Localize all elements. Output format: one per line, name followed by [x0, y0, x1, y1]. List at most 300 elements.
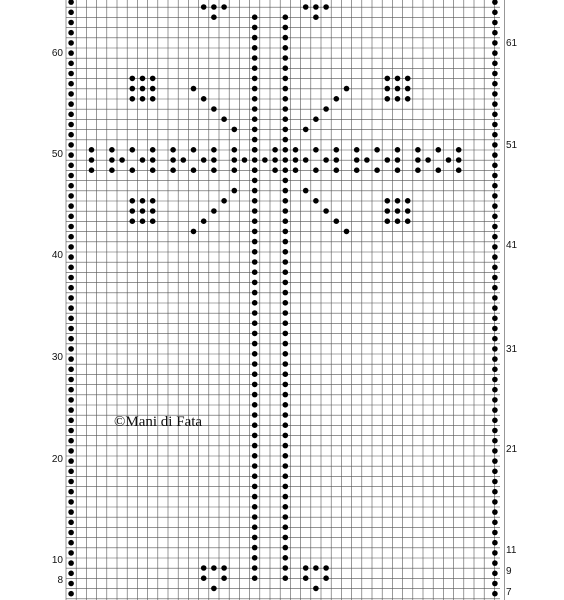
border-stitch [68, 448, 74, 454]
border-stitch [492, 132, 498, 138]
border-stitch [492, 550, 498, 556]
stitch [293, 157, 299, 163]
border-stitch [492, 509, 498, 515]
stitch [395, 76, 401, 82]
stitch [170, 167, 176, 173]
stitch [283, 208, 289, 214]
border-stitch [68, 40, 74, 46]
stitch [232, 167, 238, 173]
stitch [415, 147, 421, 153]
border-stitch [68, 469, 74, 475]
stitch [109, 147, 115, 153]
stitch [211, 167, 217, 173]
border-stitch [492, 234, 498, 240]
stitch [252, 453, 258, 459]
stitch [201, 565, 207, 571]
stitch [354, 167, 360, 173]
stitch [221, 116, 227, 122]
border-stitch [492, 489, 498, 495]
border-stitch [492, 560, 498, 566]
border-stitch [68, 71, 74, 77]
stitch [425, 157, 431, 163]
stitch [334, 157, 340, 163]
border-stitch [68, 30, 74, 36]
border-stitch [492, 152, 498, 158]
border-stitch [68, 142, 74, 148]
right-row-label: 21 [506, 444, 518, 455]
border-stitch [492, 193, 498, 199]
stitch [252, 55, 258, 61]
left-row-label: 10 [51, 555, 63, 566]
stitch [283, 116, 289, 122]
border-stitch [68, 571, 74, 577]
border-stitch [68, 346, 74, 352]
stitch [252, 198, 258, 204]
stitch [283, 453, 289, 459]
border-stitch [492, 499, 498, 505]
stitch [170, 147, 176, 153]
border-stitch [68, 112, 74, 118]
right-row-label: 41 [506, 240, 518, 251]
stitch [170, 157, 176, 163]
border-stitch [492, 71, 498, 77]
stitch [456, 167, 462, 173]
border-stitch [492, 81, 498, 87]
stitch [283, 341, 289, 347]
border-stitch [492, 458, 498, 464]
right-row-label: 61 [506, 38, 518, 49]
stitch [323, 106, 329, 112]
border-stitch [68, 81, 74, 87]
stitch [344, 86, 350, 92]
stitch [283, 188, 289, 194]
stitch [252, 157, 258, 163]
stitch [395, 86, 401, 92]
border-stitch [68, 428, 74, 434]
stitch [313, 565, 319, 571]
stitch [232, 147, 238, 153]
stitch [283, 524, 289, 530]
stitch [283, 494, 289, 500]
border-stitch [68, 152, 74, 158]
stitch [140, 96, 146, 102]
stitch [303, 565, 309, 571]
border-stitch [68, 367, 74, 373]
stitch [140, 218, 146, 224]
stitch [232, 127, 238, 133]
stitch [252, 463, 258, 469]
stitch [395, 198, 401, 204]
stitch [150, 167, 156, 173]
stitch [252, 86, 258, 92]
stitch [119, 157, 125, 163]
stitch [211, 106, 217, 112]
stitch [89, 167, 95, 173]
stitch [323, 208, 329, 214]
stitch [385, 96, 391, 102]
stitch [283, 239, 289, 245]
stitch [395, 147, 401, 153]
stitch [313, 116, 319, 122]
stitch [272, 147, 278, 153]
border-stitch [68, 356, 74, 362]
stitch [405, 96, 411, 102]
border-stitch [68, 387, 74, 393]
stitch [211, 157, 217, 163]
stitch [283, 310, 289, 316]
border-stitch [492, 61, 498, 67]
border-stitch [68, 581, 74, 587]
stitch [252, 76, 258, 82]
stitch [150, 218, 156, 224]
stitch [283, 392, 289, 398]
border-stitch [492, 275, 498, 281]
stitch [252, 96, 258, 102]
border-stitch [68, 377, 74, 383]
stitch [252, 565, 258, 571]
border-stitch [68, 499, 74, 505]
stitch [283, 433, 289, 439]
stitch [283, 137, 289, 143]
stitch [283, 514, 289, 520]
border-stitch [68, 275, 74, 281]
stitch [252, 249, 258, 255]
border-stitch [68, 560, 74, 566]
stitch [456, 157, 462, 163]
stitch [252, 188, 258, 194]
stitch [272, 167, 278, 173]
stitch [283, 382, 289, 388]
stitch [283, 320, 289, 326]
stitch [252, 178, 258, 184]
stitch [211, 586, 217, 592]
border-stitch [68, 509, 74, 515]
stitch [283, 331, 289, 337]
stitch [201, 218, 207, 224]
stitch [385, 218, 391, 224]
stitch [140, 198, 146, 204]
copyright-text: ©Mani di Fata [114, 414, 203, 430]
stitch [252, 371, 258, 377]
stitch [181, 157, 187, 163]
border-stitch [492, 387, 498, 393]
stitch [283, 371, 289, 377]
stitch [150, 198, 156, 204]
stitch [303, 127, 309, 133]
stitch [283, 229, 289, 235]
stitch [436, 147, 442, 153]
stitch [436, 167, 442, 173]
stitch [313, 586, 319, 592]
stitch [405, 218, 411, 224]
border-stitch [68, 50, 74, 56]
border-stitch [68, 591, 74, 597]
border-stitch [68, 173, 74, 179]
stitch [283, 443, 289, 449]
stitch [283, 198, 289, 204]
stitch [221, 198, 227, 204]
stitch [252, 382, 258, 388]
stitch [283, 269, 289, 275]
border-stitch [492, 142, 498, 148]
stitch [211, 14, 217, 20]
stitch [130, 167, 136, 173]
stitch [201, 157, 207, 163]
stitch [252, 229, 258, 235]
stitch [283, 463, 289, 469]
stitch [364, 157, 370, 163]
left-row-label: 30 [51, 352, 63, 363]
stitch [283, 157, 289, 163]
stitch [252, 443, 258, 449]
border-stitch [492, 367, 498, 373]
stitch [221, 575, 227, 581]
stitch [252, 473, 258, 479]
right-row-label: 9 [506, 566, 512, 577]
border-stitch [68, 183, 74, 189]
stitch [252, 106, 258, 112]
border-stitch [492, 122, 498, 128]
stitch [283, 167, 289, 173]
border-stitch [492, 448, 498, 454]
stitch [283, 351, 289, 357]
border-stitch [492, 173, 498, 179]
stitch [211, 147, 217, 153]
stitch [221, 4, 227, 10]
stitch [150, 96, 156, 102]
stitch [283, 55, 289, 61]
stitch [283, 535, 289, 541]
stitch [191, 167, 197, 173]
stitch [252, 127, 258, 133]
stitch [191, 86, 197, 92]
stitch [272, 157, 278, 163]
stitch [283, 106, 289, 112]
border-stitch [492, 316, 498, 322]
right-row-label: 51 [506, 140, 518, 151]
stitch [150, 147, 156, 153]
stitch [211, 4, 217, 10]
stitch [446, 157, 452, 163]
border-stitch [68, 305, 74, 311]
stitch [283, 412, 289, 418]
border-stitch [492, 346, 498, 352]
stitch [283, 280, 289, 286]
border-stitch [68, 122, 74, 128]
stitch [344, 229, 350, 235]
stitch [283, 504, 289, 510]
stitch [303, 188, 309, 194]
border-stitch [68, 458, 74, 464]
stitch [191, 229, 197, 235]
stitch [252, 137, 258, 143]
stitch [283, 96, 289, 102]
stitch [283, 361, 289, 367]
border-stitch [492, 183, 498, 189]
border-stitch [492, 571, 498, 577]
stitch [283, 565, 289, 571]
border-stitch [68, 0, 74, 5]
stitch [252, 269, 258, 275]
pattern-stitches [89, 4, 462, 591]
stitch [283, 35, 289, 41]
stitch [201, 575, 207, 581]
stitch [140, 76, 146, 82]
stitch [456, 147, 462, 153]
right-row-label: 11 [506, 545, 517, 556]
border-stitch [68, 61, 74, 67]
stitch [252, 35, 258, 41]
border-stitch [492, 295, 498, 301]
stitch [252, 412, 258, 418]
stitch [252, 45, 258, 51]
border-stitch [492, 540, 498, 546]
stitch [252, 147, 258, 153]
border-stitch [68, 193, 74, 199]
stitch [252, 310, 258, 316]
border-stitch [68, 91, 74, 97]
stitch [395, 157, 401, 163]
border-stitch [492, 418, 498, 424]
stitch [252, 535, 258, 541]
border-stitch [492, 91, 498, 97]
border-stitch [492, 397, 498, 403]
stitch [150, 76, 156, 82]
border-stitch [68, 418, 74, 424]
stitch [385, 86, 391, 92]
stitch [323, 4, 329, 10]
stitch [109, 157, 115, 163]
stitch [385, 198, 391, 204]
stitch [354, 157, 360, 163]
stitch [140, 157, 146, 163]
stitch [252, 433, 258, 439]
stitch [303, 4, 309, 10]
stitch [313, 4, 319, 10]
stitch [191, 147, 197, 153]
stitch [232, 157, 238, 163]
left-row-label: 20 [51, 454, 63, 465]
stitch [130, 218, 136, 224]
stitch [252, 218, 258, 224]
border-stitch [492, 469, 498, 475]
stitch [283, 25, 289, 31]
stitch [405, 76, 411, 82]
stitch [130, 147, 136, 153]
border-stitch [492, 377, 498, 383]
stitch [323, 575, 329, 581]
border-stitch [492, 479, 498, 485]
border-stitch [492, 356, 498, 362]
stitch [385, 208, 391, 214]
stitch [252, 14, 258, 20]
stitch [283, 14, 289, 20]
stitch [283, 86, 289, 92]
stitch [354, 147, 360, 153]
left-row-label: 8 [57, 575, 63, 586]
stitch [252, 402, 258, 408]
stitch [252, 351, 258, 357]
stitch [303, 157, 309, 163]
border-stitch [492, 305, 498, 311]
stitch [313, 147, 319, 153]
stitch [252, 422, 258, 428]
border-stitch [492, 112, 498, 118]
stitch [211, 565, 217, 571]
border-stitch [68, 336, 74, 342]
stitch [323, 565, 329, 571]
stitch [283, 545, 289, 551]
stitch [395, 208, 401, 214]
stitch [130, 96, 136, 102]
border-stitch [492, 581, 498, 587]
border-stitch [492, 326, 498, 332]
stitch [385, 157, 391, 163]
border-stitch [68, 203, 74, 209]
stitch [405, 86, 411, 92]
right-row-label: 7 [506, 587, 512, 598]
border-stitch [68, 438, 74, 444]
stitch [415, 157, 421, 163]
stitch [140, 208, 146, 214]
stitch [283, 402, 289, 408]
stitch [252, 392, 258, 398]
stitch [405, 198, 411, 204]
stitch [334, 96, 340, 102]
border-stitch [492, 20, 498, 26]
border-stitch [492, 0, 498, 5]
stitch [252, 341, 258, 347]
border-stitch [68, 295, 74, 301]
border-stitch [492, 40, 498, 46]
border-stitch [68, 224, 74, 230]
border-stitch [68, 132, 74, 138]
stitch [283, 147, 289, 153]
stitch [252, 280, 258, 286]
stitch [385, 76, 391, 82]
stitch [283, 76, 289, 82]
border-stitch [68, 163, 74, 169]
stitch [252, 65, 258, 71]
stitch [303, 575, 309, 581]
stitch [140, 86, 146, 92]
border-stitch [492, 10, 498, 16]
border-stitch [68, 101, 74, 107]
border-stitch [492, 591, 498, 597]
border-stitch [492, 254, 498, 260]
stitch [283, 422, 289, 428]
stitch [252, 524, 258, 530]
border-stitch [68, 550, 74, 556]
border-stitch [68, 20, 74, 26]
stitch [150, 86, 156, 92]
border-stitch [68, 10, 74, 16]
stitch [405, 208, 411, 214]
stitch [89, 147, 95, 153]
stitch [283, 290, 289, 296]
stitch [130, 76, 136, 82]
border-stitch [492, 224, 498, 230]
stitch [283, 127, 289, 133]
border-stitch [68, 316, 74, 322]
border-stitch [492, 101, 498, 107]
stitch [283, 45, 289, 51]
stitch [201, 4, 207, 10]
stitch [395, 96, 401, 102]
stitch [130, 208, 136, 214]
stitch [374, 167, 380, 173]
stitch [252, 320, 258, 326]
